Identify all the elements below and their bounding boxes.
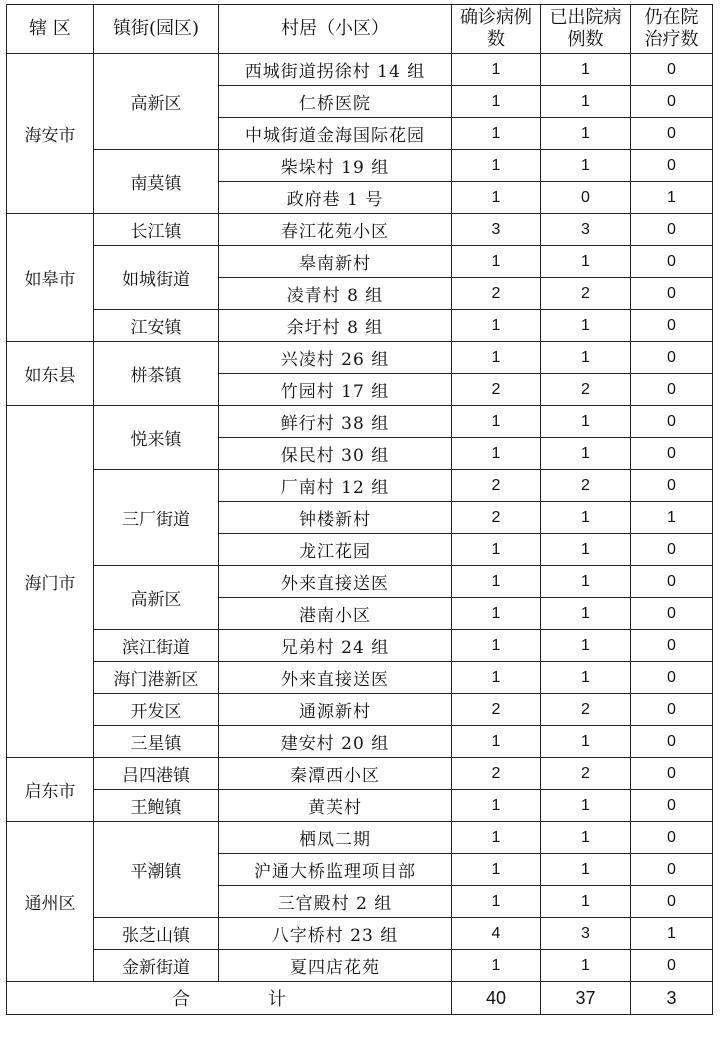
in-hospital-cell: 0 <box>631 854 713 886</box>
in-hospital-cell: 0 <box>631 726 713 758</box>
town-cell: 长江镇 <box>94 214 219 246</box>
discharged-cell: 1 <box>541 86 631 118</box>
case-table <box>6 4 713 1015</box>
confirmed-cell: 2 <box>452 758 541 790</box>
village-cell: 兴凌村 26 组 <box>219 342 452 374</box>
discharged-cell: 1 <box>541 246 631 278</box>
discharged-cell: 2 <box>541 374 631 406</box>
in-hospital-cell: 0 <box>631 662 713 694</box>
in-hospital-cell: 0 <box>631 630 713 662</box>
discharged-cell: 2 <box>541 470 631 502</box>
discharged-cell: 2 <box>541 694 631 726</box>
confirmed-cell: 3 <box>452 214 541 246</box>
confirmed-cell: 1 <box>452 406 541 438</box>
town-cell: 高新区 <box>94 566 219 630</box>
discharged-cell: 1 <box>541 502 631 534</box>
confirmed-cell: 1 <box>452 534 541 566</box>
village-cell: 竹园村 17 组 <box>219 374 452 406</box>
town-cell: 金新街道 <box>94 950 219 982</box>
village-cell: 龙江花园 <box>219 534 452 566</box>
district-cell: 海安市 <box>7 54 94 214</box>
confirmed-cell: 1 <box>452 790 541 822</box>
village-cell: 仁桥医院 <box>219 86 452 118</box>
discharged-cell: 1 <box>541 150 631 182</box>
town-cell: 滨江街道 <box>94 630 219 662</box>
table-footer <box>7 982 713 1015</box>
confirmed-cell: 2 <box>452 470 541 502</box>
village-cell: 西城街道拐徐村 14 组 <box>219 54 452 86</box>
district-cell: 如东县 <box>7 342 94 406</box>
confirmed-cell: 1 <box>452 566 541 598</box>
town-cell: 三星镇 <box>94 726 219 758</box>
village-cell: 外来直接送医 <box>219 566 452 598</box>
in-hospital-cell: 0 <box>631 54 713 86</box>
discharged-cell: 2 <box>541 278 631 310</box>
in-hospital-cell: 1 <box>631 502 713 534</box>
village-cell: 凌青村 8 组 <box>219 278 452 310</box>
table-row <box>7 150 713 182</box>
town-cell: 高新区 <box>94 54 219 150</box>
confirmed-cell: 2 <box>452 374 541 406</box>
in-hospital-cell: 0 <box>631 950 713 982</box>
discharged-cell: 1 <box>541 310 631 342</box>
discharged-cell: 1 <box>541 534 631 566</box>
town-cell: 海门港新区 <box>94 662 219 694</box>
confirmed-cell: 4 <box>452 918 541 950</box>
village-cell: 保民村 30 组 <box>219 438 452 470</box>
village-cell: 兄弟村 24 组 <box>219 630 452 662</box>
discharged-cell: 0 <box>541 182 631 214</box>
discharged-cell: 1 <box>541 726 631 758</box>
discharged-cell: 1 <box>541 598 631 630</box>
village-cell: 秦潭西小区 <box>219 758 452 790</box>
town-cell: 三厂街道 <box>94 470 219 566</box>
town-cell: 张芝山镇 <box>94 918 219 950</box>
header-row <box>7 5 713 54</box>
header-discharged: 已出院病例数 <box>541 5 631 54</box>
in-hospital-cell: 0 <box>631 694 713 726</box>
table-row <box>7 566 713 598</box>
village-cell: 中城街道金海国际花园 <box>219 118 452 150</box>
town-cell: 江安镇 <box>94 310 219 342</box>
town-cell: 悦来镇 <box>94 406 219 470</box>
table-row <box>7 790 713 822</box>
confirmed-cell: 1 <box>452 54 541 86</box>
table-row <box>7 406 713 438</box>
confirmed-cell: 1 <box>452 342 541 374</box>
in-hospital-cell: 0 <box>631 438 713 470</box>
discharged-cell: 3 <box>541 918 631 950</box>
village-cell: 鲜行村 38 组 <box>219 406 452 438</box>
table-row <box>7 662 713 694</box>
in-hospital-cell: 0 <box>631 790 713 822</box>
village-cell: 柴垛村 19 组 <box>219 150 452 182</box>
town-cell: 如城街道 <box>94 246 219 310</box>
village-cell: 夏四店花苑 <box>219 950 452 982</box>
total-in-hospital: 3 <box>631 982 713 1015</box>
district-cell: 通州区 <box>7 822 94 982</box>
village-cell: 栖凤二期 <box>219 822 452 854</box>
in-hospital-cell: 0 <box>631 214 713 246</box>
table-row <box>7 950 713 982</box>
in-hospital-cell: 0 <box>631 342 713 374</box>
confirmed-cell: 1 <box>452 854 541 886</box>
in-hospital-cell: 0 <box>631 86 713 118</box>
total-label: 合计 <box>7 982 452 1015</box>
village-cell: 钟楼新村 <box>219 502 452 534</box>
district-cell: 如皋市 <box>7 214 94 342</box>
confirmed-cell: 1 <box>452 310 541 342</box>
confirmed-cell: 1 <box>452 246 541 278</box>
village-cell: 政府巷 1 号 <box>219 182 452 214</box>
town-cell: 吕四港镇 <box>94 758 219 790</box>
in-hospital-cell: 0 <box>631 758 713 790</box>
town-cell: 栟茶镇 <box>94 342 219 406</box>
total-row <box>7 982 713 1015</box>
village-cell: 皋南新村 <box>219 246 452 278</box>
discharged-cell: 1 <box>541 118 631 150</box>
district-cell: 海门市 <box>7 406 94 758</box>
table-row <box>7 726 713 758</box>
in-hospital-cell: 1 <box>631 918 713 950</box>
discharged-cell: 1 <box>541 342 631 374</box>
town-cell: 王鲍镇 <box>94 790 219 822</box>
table-row <box>7 310 713 342</box>
confirmed-cell: 1 <box>452 726 541 758</box>
discharged-cell: 1 <box>541 662 631 694</box>
confirmed-cell: 1 <box>452 118 541 150</box>
town-cell: 南莫镇 <box>94 150 219 214</box>
discharged-cell: 3 <box>541 214 631 246</box>
village-cell: 厂南村 12 组 <box>219 470 452 502</box>
village-cell: 春江花苑小区 <box>219 214 452 246</box>
table-row <box>7 54 713 86</box>
confirmed-cell: 1 <box>452 662 541 694</box>
town-cell: 开发区 <box>94 694 219 726</box>
discharged-cell: 1 <box>541 790 631 822</box>
table-row <box>7 918 713 950</box>
village-cell: 港南小区 <box>219 598 452 630</box>
table-body <box>7 54 713 982</box>
in-hospital-cell: 0 <box>631 150 713 182</box>
in-hospital-cell: 0 <box>631 470 713 502</box>
table-row <box>7 470 713 502</box>
discharged-cell: 1 <box>541 630 631 662</box>
in-hospital-cell: 0 <box>631 246 713 278</box>
discharged-cell: 1 <box>541 854 631 886</box>
in-hospital-cell: 0 <box>631 534 713 566</box>
town-cell: 平潮镇 <box>94 822 219 918</box>
in-hospital-cell: 0 <box>631 374 713 406</box>
confirmed-cell: 2 <box>452 278 541 310</box>
table-row <box>7 246 713 278</box>
in-hospital-cell: 0 <box>631 310 713 342</box>
confirmed-cell: 2 <box>452 502 541 534</box>
total-discharged: 37 <box>541 982 631 1015</box>
village-cell: 沪通大桥监理项目部 <box>219 854 452 886</box>
confirmed-cell: 1 <box>452 630 541 662</box>
confirmed-cell: 1 <box>452 886 541 918</box>
confirmed-cell: 1 <box>452 950 541 982</box>
confirmed-cell: 1 <box>452 822 541 854</box>
village-cell: 八字桥村 23 组 <box>219 918 452 950</box>
confirmed-cell: 1 <box>452 150 541 182</box>
table-row <box>7 342 713 374</box>
discharged-cell: 1 <box>541 886 631 918</box>
in-hospital-cell: 0 <box>631 566 713 598</box>
village-cell: 建安村 20 组 <box>219 726 452 758</box>
in-hospital-cell: 0 <box>631 886 713 918</box>
table-header <box>7 5 713 54</box>
village-cell: 黄芙村 <box>219 790 452 822</box>
header-district: 辖 区 <box>7 5 94 54</box>
discharged-cell: 1 <box>541 950 631 982</box>
discharged-cell: 1 <box>541 438 631 470</box>
discharged-cell: 2 <box>541 758 631 790</box>
table-row <box>7 694 713 726</box>
in-hospital-cell: 0 <box>631 822 713 854</box>
total-confirmed: 40 <box>452 982 541 1015</box>
header-in-hospital: 仍在院治疗数 <box>631 5 713 54</box>
in-hospital-cell: 0 <box>631 278 713 310</box>
header-town: 镇街(园区) <box>94 5 219 54</box>
discharged-cell: 1 <box>541 54 631 86</box>
table-row <box>7 630 713 662</box>
confirmed-cell: 1 <box>452 86 541 118</box>
in-hospital-cell: 0 <box>631 406 713 438</box>
district-cell: 启东市 <box>7 758 94 822</box>
header-confirmed: 确诊病例数 <box>452 5 541 54</box>
confirmed-cell: 1 <box>452 182 541 214</box>
table-row <box>7 214 713 246</box>
confirmed-cell: 1 <box>452 438 541 470</box>
table-row <box>7 758 713 790</box>
in-hospital-cell: 0 <box>631 118 713 150</box>
discharged-cell: 1 <box>541 406 631 438</box>
village-cell: 三官殿村 2 组 <box>219 886 452 918</box>
in-hospital-cell: 0 <box>631 598 713 630</box>
discharged-cell: 1 <box>541 566 631 598</box>
confirmed-cell: 2 <box>452 694 541 726</box>
header-village: 村居（小区） <box>219 5 452 54</box>
table-row <box>7 822 713 854</box>
village-cell: 余圩村 8 组 <box>219 310 452 342</box>
confirmed-cell: 1 <box>452 598 541 630</box>
village-cell: 外来直接送医 <box>219 662 452 694</box>
village-cell: 通源新村 <box>219 694 452 726</box>
in-hospital-cell: 1 <box>631 182 713 214</box>
discharged-cell: 1 <box>541 822 631 854</box>
